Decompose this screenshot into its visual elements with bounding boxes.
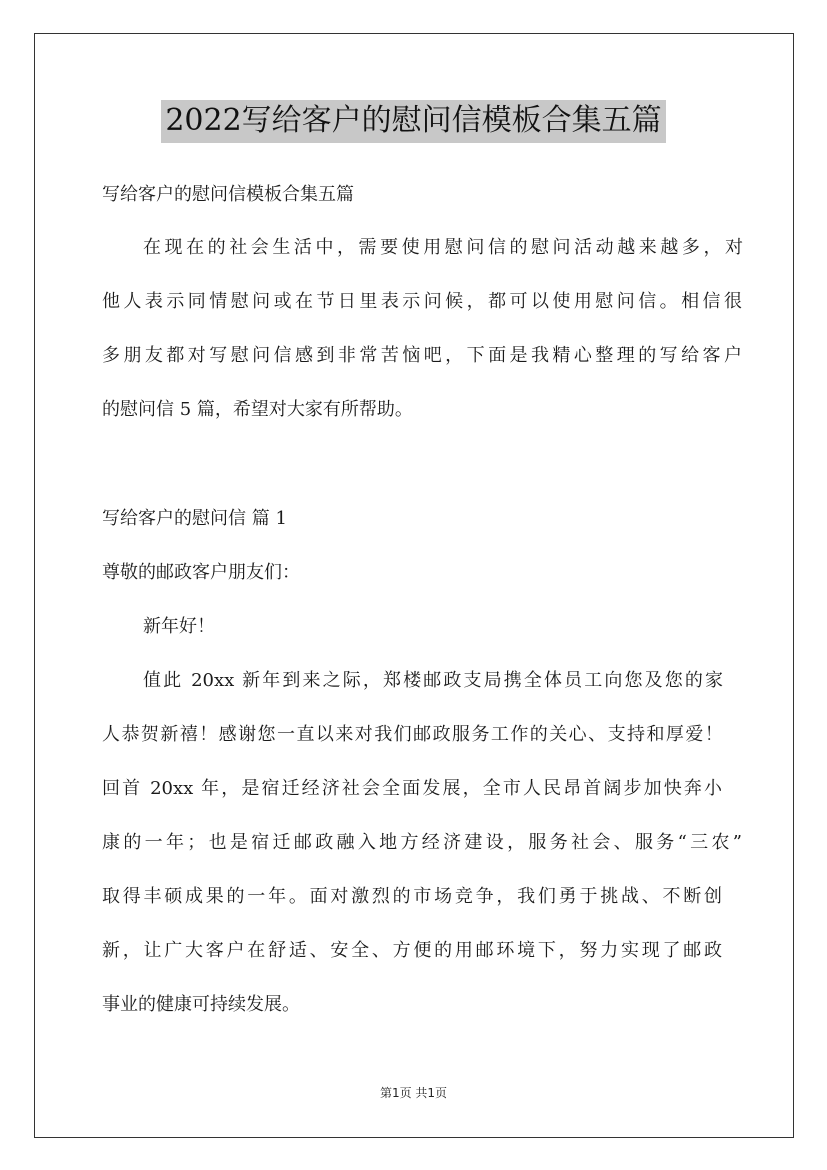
subtitle: 写给客户的慰问信模板合集五篇 [102, 184, 354, 205]
page-footer: 第1页 共1页 [379, 1086, 448, 1100]
intro-line: 他人表示同情慰问或在节日里表示问候，都可以使用慰问信。相信很 [102, 291, 742, 312]
body-line: 新，让广大客户在舒适、安全、方便的用邮环境下，努力实现了邮政 [102, 940, 722, 961]
body-line: 康的一年；也是宿迁邮政融入地方经济建设，服务社会、服务“三农” [102, 832, 742, 853]
body-line: 值此 20xx 新年到来之际，郑楼邮政支局携全体员工向您及您的家 [143, 670, 723, 691]
body-line: 回首 20xx 年，是宿迁经济社会全面发展，全市人民昂首阔步加快奔小 [102, 778, 722, 799]
document-title: 2022写给客户的慰问信模板合集五篇 [161, 100, 665, 143]
title-container [0, 100, 827, 143]
intro-line: 多朋友都对写慰问信感到非常苦恼吧，下面是我精心整理的写给客户 [102, 345, 742, 366]
intro-line: 的慰问信 5 篇，希望对大家有所帮助。 [102, 399, 413, 420]
section-heading: 写给客户的慰问信 篇 1 [102, 508, 287, 529]
intro-line: 在现在的社会生活中，需要使用慰问信的慰问活动越来越多，对 [143, 237, 743, 258]
body-line: 取得丰硕成果的一年。面对激烈的市场竞争，我们勇于挑战、不断创 [102, 886, 722, 907]
body-line: 人恭贺新禧！感谢您一直以来对我们邮政服务工作的关心、支持和厚爱！ [102, 724, 722, 745]
greeting: 新年好！ [143, 616, 215, 637]
salutation: 尊敬的邮政客户朋友们： [102, 562, 300, 583]
body-line: 事业的健康可持续发展。 [102, 994, 300, 1015]
